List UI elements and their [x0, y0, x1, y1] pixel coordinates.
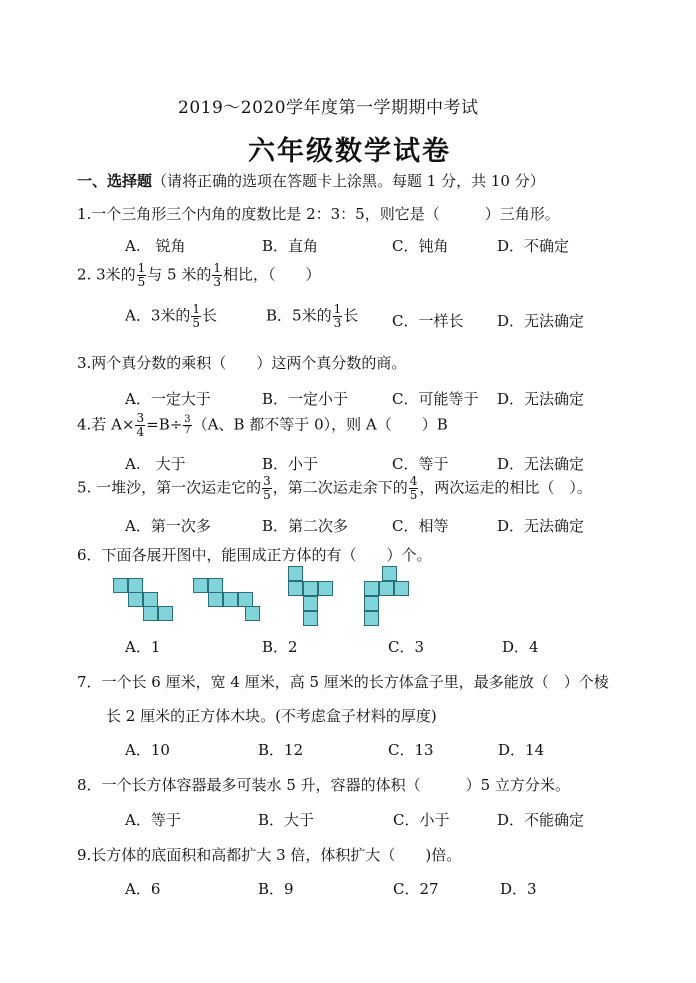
frac-num: 1	[192, 302, 201, 316]
q8-option-a[interactable]: A．等于	[125, 811, 181, 829]
q1-option-c[interactable]: C．钝角	[392, 237, 449, 255]
question-4-text	[77, 412, 448, 439]
q5-text-part3: ，两次运走的相比（ ）。	[419, 478, 592, 497]
q9-option-c[interactable]: C．27	[393, 880, 439, 898]
section-instructions: （请将正确的选项在答题卡上涂黑。每题 1 分，共 10 分）	[152, 172, 545, 190]
q2-option-d[interactable]: D．无法确定	[497, 312, 585, 330]
frac-num: 4	[409, 474, 418, 488]
net-square	[128, 592, 143, 607]
net-square	[364, 611, 379, 626]
q6-option-d[interactable]: D．4	[502, 638, 539, 656]
net-square	[394, 581, 409, 596]
fraction-3-5	[262, 475, 272, 502]
q2-text-part1: 2. 3米的	[77, 265, 136, 284]
q3-option-c[interactable]: C．可能等于	[392, 390, 479, 408]
frac-den: 3	[213, 275, 221, 289]
q4-option-b[interactable]: B．小于	[262, 455, 319, 473]
frac-num: 1	[333, 302, 342, 316]
question-7-line1: 7．一个长 6 厘米，宽 4 厘米，高 5 厘米的长方体盒子里，最多能放（ ）个棱	[77, 673, 609, 691]
paper-title: 六年级数学试卷	[248, 136, 451, 167]
q6-option-a[interactable]: A．1	[125, 638, 161, 656]
q2-option-a[interactable]	[125, 303, 217, 330]
net-square	[382, 566, 397, 581]
frac-den: 7	[184, 425, 191, 436]
net-square	[303, 596, 318, 611]
q2-option-b[interactable]	[266, 303, 358, 330]
net-square	[158, 606, 173, 621]
q5-text-part1: 5. 一堆沙，第一次运走它的	[77, 478, 262, 497]
q7-option-b[interactable]: B．12	[258, 741, 304, 759]
frac-num: 1	[137, 261, 146, 275]
q9-option-a[interactable]: A．6	[125, 880, 161, 898]
frac-num: 3	[184, 414, 191, 425]
q3-option-a[interactable]: A．一定大于	[125, 390, 211, 408]
q1-option-d[interactable]: D．不确定	[497, 237, 570, 255]
net-square	[318, 581, 333, 596]
question-1-text: 1.一个三角形三个内角的度数比是 2：3：5，则它是（ ）三角形。	[77, 205, 560, 223]
q6-option-c[interactable]: C．3	[388, 638, 425, 656]
net-square	[223, 592, 238, 607]
q8-option-c[interactable]: C．小于	[393, 811, 450, 829]
question-9-text: 9.长方体的底面积和高都扩大 3 倍，体积扩大（ )倍。	[77, 846, 462, 864]
net-square	[128, 578, 143, 593]
q9-option-d[interactable]: D．3	[500, 880, 537, 898]
q5-option-b[interactable]: B．第二次多	[262, 517, 349, 535]
q3-option-b[interactable]: B．一定小于	[262, 390, 349, 408]
q8-option-d[interactable]: D．不能确定	[497, 811, 585, 829]
section-label: 一、选择题	[77, 172, 153, 190]
net-square	[238, 592, 253, 607]
q6-option-b[interactable]: B．2	[262, 638, 298, 656]
opt-text: 长	[343, 306, 359, 325]
net-square	[193, 578, 208, 593]
frac-den: 5	[192, 316, 201, 330]
q5-option-d[interactable]: D．无法确定	[497, 517, 585, 535]
question-8-text: 8．一个长方体容器最多可装水 5 升，容器的体积（ ）5 立方分米。	[77, 776, 570, 794]
q4-text-part3: （A、B 都不等于 0），则 A（ ）B	[192, 415, 448, 434]
frac-num: 1	[213, 261, 221, 275]
net-square	[303, 581, 318, 596]
q7-option-c[interactable]: C．13	[388, 741, 434, 759]
net-square	[379, 581, 394, 596]
q2-text-part3: 相比，（ ）	[223, 265, 321, 284]
question-3-text: 3.两个真分数的乘积（ ）这两个真分数的商。	[77, 354, 407, 372]
q7-option-d[interactable]: D．14	[498, 741, 545, 759]
net-square	[245, 606, 260, 621]
question-6-text: 6．下面各展开图中，能围成正方体的有（ ）个。	[77, 546, 432, 564]
opt-text: B．5米的	[266, 306, 332, 325]
q4-option-d[interactable]: D．无法确定	[497, 455, 585, 473]
q1-option-a[interactable]: A. 锐角	[125, 237, 186, 255]
q8-option-b[interactable]: B．大于	[258, 811, 315, 829]
opt-text: 长	[202, 306, 218, 325]
net-square	[208, 578, 223, 593]
q2-option-c[interactable]: C．一样长	[392, 312, 464, 330]
frac-den: 5	[263, 488, 271, 502]
q9-option-b[interactable]: B．9	[258, 880, 294, 898]
net-square	[364, 581, 379, 596]
q4-option-c[interactable]: C．等于	[392, 455, 449, 473]
fraction-1-3	[212, 262, 222, 289]
fraction-1-5	[191, 303, 201, 330]
frac-den: 4	[136, 425, 145, 439]
frac-den: 3	[333, 316, 342, 330]
q5-option-c[interactable]: C．相等	[392, 517, 449, 535]
net-square	[113, 578, 128, 593]
net-square	[364, 596, 379, 611]
fraction-3-7	[183, 415, 191, 436]
exam-title: 2019～2020学年度第一学期期中考试	[178, 98, 479, 118]
frac-num: 3	[263, 474, 271, 488]
q3-option-d[interactable]: D．无法确定	[497, 390, 585, 408]
fraction-1-5	[137, 262, 147, 289]
q5-option-a[interactable]: A．第一次多	[125, 517, 211, 535]
q7-option-a[interactable]: A．10	[125, 741, 170, 759]
question-5-text	[77, 475, 592, 502]
frac-den: 5	[409, 488, 418, 502]
question-2-text	[77, 262, 321, 289]
net-square	[288, 581, 303, 596]
question-7-line2: 长 2 厘米的正方体木块。(不考虑盒子材料的厚度)	[106, 707, 437, 725]
fraction-4-5	[409, 475, 419, 502]
section-heading	[77, 170, 545, 191]
fraction-3-4	[135, 412, 145, 439]
opt-text: A．3米的	[125, 306, 191, 325]
net-square	[143, 592, 158, 607]
frac-num: 3	[136, 411, 145, 425]
fraction-1-3	[333, 303, 343, 330]
net-square	[288, 566, 303, 581]
net-square	[208, 592, 223, 607]
frac-den: 5	[137, 275, 146, 289]
net-square	[143, 606, 158, 621]
net-square	[303, 611, 318, 626]
q1-option-b[interactable]: B．直角	[262, 237, 319, 255]
q4-text-part1: 4.若 A×	[77, 415, 135, 434]
q4-text-part2: =B÷	[146, 415, 183, 434]
q2-text-part2: 与 5 米的	[147, 265, 212, 284]
q4-option-a[interactable]: A. 大于	[125, 455, 186, 473]
q5-text-part2: ，第二次运走余下的	[272, 478, 408, 497]
